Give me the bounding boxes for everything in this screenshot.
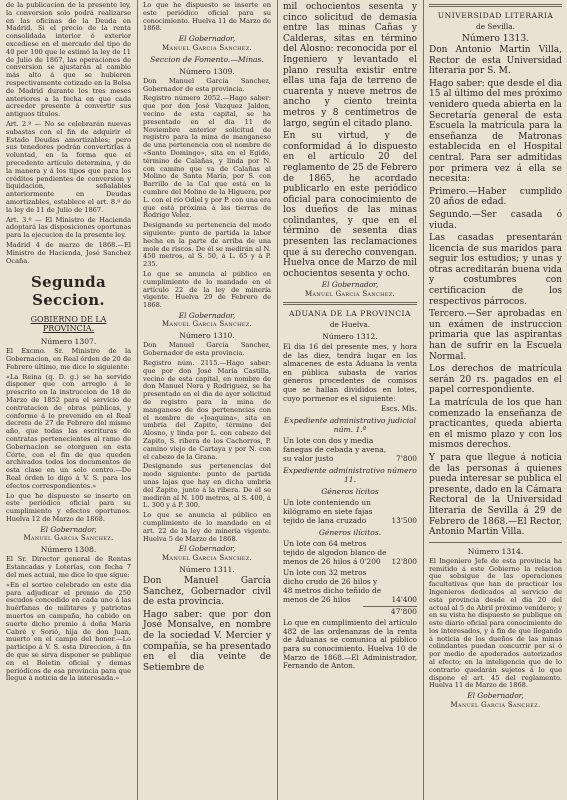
paragraph: Lo que en cumplimiento del artículo 482 de las ordenanzas de la renta de Aduanas se comunica al público para su conocimiento. Huelva 10 de Marzo de 1868.—El Administrador, Fernando de Anton.: [283, 618, 417, 671]
section-subtitle: GOBIERNO DE LA PROVINCIA.: [30, 315, 107, 334]
entry-number: Número 1314.: [467, 546, 524, 556]
lot-price: 7'800: [396, 454, 417, 464]
paragraph: Designando su pertenencia del modo siguiente: punto de partida la labor hecha en la parte de arriba de una mole de riscos. De él se medirán al N. 450 metros, al S. 50, á L. 65 y á P. 235.: [143, 221, 271, 269]
paragraph: Art. 3.º — El Ministro de Hacienda adoptará las disposiciones oportunas para la ejecucion de la presente ley.: [6, 215, 131, 240]
signature-title: El Gobernador,: [178, 544, 236, 554]
separator-rule: [429, 4, 562, 7]
lot-description: Un lote conteniendo un kilógramo en siete fajas tejido de lana cruzado: [283, 498, 373, 526]
lot-description: Un lote con 32 metros dicho crudo de 26 hilos y 48 metros dicho teñido de menos de 26 hilos: [283, 568, 382, 605]
lot-row: [283, 436, 417, 463]
paragraph: Hago saber: que por don José Monsalve, en nombre de la sociedad V. Mercier y compañía, se ha presentado en el dia veinte de Setiembre de: [143, 609, 272, 673]
office-subtitle: de Huelva.: [329, 320, 371, 330]
entry-number: Número 1312.: [322, 332, 378, 342]
signature-title: El Gobernador,: [321, 280, 379, 290]
subheading: Géneros ilícitos.: [318, 528, 382, 538]
currency-heading: Escs. Mls.: [381, 405, 417, 414]
section-title: Segunda Seccion.: [31, 273, 106, 310]
entry-number: Número 1313.: [461, 33, 530, 44]
paragraph: «En el sorteo celebrado en este dia para adjudicar el premio de 250 escudos concedido en cada uno á las huérfanas de militares y patriotas muertos en campaña, ha cabido en suerte dicho premio á doña María Cabré y Sorió, hija de don Juan, muerto en el campo del honor.—Lo participo á V. S. esta Direccion, á fin de que se sirva disponer se publique en el Boletin oficial y demas periódicos de esa provincia para que llegue á noticia de la interesada.»: [6, 580, 131, 683]
paragraph: El Excmo. Sr. Ministro de la Gobernacion, en Real órden de 20 de Febrero último, me dice lo siguiente:: [6, 347, 131, 371]
total-price: 47'800: [363, 606, 417, 616]
signature-name: Manuel Garcia Sanchez.: [161, 43, 253, 52]
signature-name: Manuel Garcia Sanchez.: [23, 534, 114, 543]
signature-name: Manuel Garcia Sanchez.: [161, 554, 253, 562]
paragraph: Lo que he dispuesto se inserte en este periódico oficial para su conocimiento. Huelva 11 de Marzo de 1868.: [143, 1, 271, 33]
lot-description: Un lote con 64 metros tejido de algodon blanco de menos de 26 hilos á 0'200: [283, 539, 387, 567]
column-4: [426, 0, 565, 800]
paragraph: El Sr. Director general de Rentas Estancadas y Loterías, con fecha 7 del mes actual, me dice lo que sigue:: [6, 555, 131, 580]
signature-name: Manuel Garcia Sanchez.: [161, 320, 253, 329]
paragraph: Lo que he dispuesto se inserte en este periódico oficial para su cumplimiento y efectos oportunos. Huelva 12 de Marzo de 1868.: [6, 491, 131, 524]
paragraph: Madrid 4 de marzo de 1868.—El Ministro de Hacienda, José Sanchez Ocaña.: [6, 240, 131, 265]
paragraph: Tercero.—Ser aprobadas en un exámen de instruccion primaria que las aspirantas han de sufrir en la Escuela Normal.: [429, 309, 562, 362]
column-divider: [423, 0, 424, 800]
column-1: [3, 0, 134, 800]
office-title: UNIVERSIDAD LITERARIA: [437, 11, 554, 20]
signature-title: El Gobernador,: [467, 691, 524, 701]
section-heading: Seccion de Fomento.—Minas.: [150, 54, 264, 64]
paragraph: La matrícula de los que han comenzado la enseñanza de practicantes, queda abierta en el mismo plazo y con los mismos derechos.: [429, 398, 562, 451]
paragraph: Segundo.—Ser casada ó viuda.: [429, 209, 562, 231]
paragraph: mil ochocientos sesenta y cinco solicitud de demasía entre las minas Cañas y Calderas, sitas en término del Alosno: reconocida por el Ingeniero y levantado el plano resulta existir entre ellas una faja de terreno de cuarenta y nueve metros de ancho y ciento treinta metros y 8 centímetros de largo, según el citado plano.: [283, 2, 417, 129]
separator-rule: [429, 542, 562, 543]
entry-number: Número 1310.: [179, 331, 235, 341]
column-2: [140, 0, 274, 800]
lot-price: 14'400: [391, 595, 417, 605]
lot-row: [283, 568, 417, 604]
entry-number: Número 1311.: [179, 565, 235, 574]
paragraph: En su virtud, y de conformidad á lo dispuesto en el artículo 20 del reglamento de 25 de Febrero de 1865, he acordado publicarlo en este periódico oficial para conocimiento de los dueños de las minas colindantes, y que en el término de sesenta dias presenten las reclamaciones que á su derecho convengan. Huelva once de Marzo de mil ochocientos sesenta y ocho.: [283, 131, 417, 279]
office-subtitle: de Sevilla.: [476, 22, 515, 31]
lot-row: [283, 539, 417, 566]
paragraph: de la publicacion de la presente ley, la conversion solo podrá realizarse en las oficinas de la Deuda en Madrid. Si el precio de la renta consolidada interior ó exterior excediese en el mercado del tipo de 40 por 100 que le estimó la ley de 11 de Julio de 1867, las operaciones de conversion se ajustarán al cambio más alto á que se hubieren respectivamente cotizado en la Bolsa de Madrid durante los tres meses anteriores a la fecha en que cada acreedor presente á convertir sus antiguos títulos.: [6, 1, 131, 119]
lot-row: [283, 498, 417, 525]
lot-price: 13'500: [391, 516, 417, 526]
paragraph: Don Manuel García Sanchez, Gobernador de esta provincia.: [143, 76, 271, 93]
signature-name: Manuel Garcia Sanchez.: [450, 700, 541, 709]
paragraph: El dia 16 del presente mes, y hora de las diez, tendrá lugar en los almacenes de esta Aduana la venta en pública subasta de varios géneros procedentes de comisos que se hallan divididos en lotes, cuyo pormenor es el siguiente:: [283, 342, 417, 403]
entry-number: Número 1308.: [40, 545, 97, 555]
separator-rule: [283, 302, 417, 305]
paragraph: Don Antonio Martin Villa, Rector de esta Universidad literaria por S. M.: [429, 45, 562, 77]
paragraph: Lo que se anuncia al público en cumplimiento de lo mandado en el art. 22 de la ley de minería vigente. Huelva 5 de Marzo de 1868.: [143, 511, 271, 543]
lot-description: Un lote con dos y media fanegas de cebada y avena, su valor justo: [283, 436, 387, 464]
paragraph: Las casadas presentarán licencia de sus maridos para seguir los estudios; y unas y otras acreditarán buena vida y costumbres con certificacion de los respectivos párrocos.: [429, 233, 562, 307]
signature-title: El Gobernador,: [178, 34, 236, 44]
signature-name: Manuel Garcia Sanchez.: [304, 290, 396, 299]
subheading: Expediente administrativo judicial núm. 1.º: [283, 416, 417, 435]
entry-number: Número 1309.: [179, 66, 235, 76]
entry-number: Número 1307.: [40, 337, 97, 347]
paragraph: Don Manuel García Sanchez, Gobernador de esta provincia.: [143, 341, 271, 358]
lot-price: 12'800: [391, 557, 417, 567]
paragraph: El Ingeniero Jefe de esta provincia ha remitido á este Gobierno la relacion que sobsigue de las operaciones facultativas que han de practicar los Ingenieros dedicados al servicio de esta provincia desde el dia 20 del actual al 5 de Abril próximo venidero; y en su vista he dispuesto se publique en este diario oficial para conocimiento de los interesados, y á fin de que llegando á noticia de los dueños de las minas colindantes puedan concurrir por sí ó por medio de apoderados autorizados al efecto; en la inteligencia que de lo contrario quedarán sujetos á lo que dispone el art. 45 del reglamento. Huelva 11 de Marzo de 1868.: [429, 556, 562, 690]
paragraph: «La Reina (q. D. g.) se ha servido disponer que con arreglo á le prescrito en la instruccion de 18 de Marzo de 1852 para el servicio de contratacion de obras públicas, y conforme á lo prevenido en el Real decreto de 27 de Febrero del mismo año, que todas las escrituras de contratas pertenecientes al ramo de Gobernacion se otorguen en esta Córte, con el fin de que queden archivados todos los documentos de esta clase en un solo centro.—De Real órden lo digo á V. S. para los efectos correspondientes.»: [6, 372, 131, 490]
subheading: Expediente administrativo número 11.: [283, 466, 417, 485]
signature-title: El Gobernador,: [40, 524, 97, 534]
subheading: Géneros lícitos: [321, 487, 379, 497]
paragraph: Don Manuel García Sanchez, Gobernador civil de esta provincia.: [143, 576, 271, 608]
column-3: [280, 0, 420, 800]
column-divider: [277, 0, 278, 800]
paragraph: Y para que llegue á noticia de las personas á quienes pueda interesar se publica el presente, dado en la Cámara Rectoral de la Universidad literaria de Sevilla á 29 de Febrero de 1868.—El Rector, Antonio Martin Villa.: [429, 452, 562, 538]
paragraph: Registro núm. 2115.—Hago saber: que por don José María Castilla, vecino de esta capital, en nombre de don Manuel Nora y Rodriguez, se ha presentado en el dia de ayer solicitud de registro para la mina de manganeso de dos pertenencias con el nombre de «Joaquina», sita en umbría del Zapito, término del Alosno, y linda por L. con cabezo del Zapito, S. ribera de los Cachorros, P. camino viejo de Cartaya y por N. con el cabezo de la Grana.: [143, 359, 271, 461]
paragraph: Lo que se anuncia al público en cumplimiento de lo mandado en el artículo 22 de la ley de minería vigente. Huelva 29 de Febrero de 1868.: [143, 269, 271, 310]
paragraph: Primero.—Haber cumplido 20 años de edad.: [429, 186, 562, 208]
paragraph: Art. 2.º — No se celebrarán nuevas subastas con el fin de adquirir el Estado Deudas amortizables; pero sus tenedores podrán convertirlas á voluntad, en la forma que el precedente artículo determina, y de la manera y á los tipos que para los créditos pendientes de conversion y liquidacion, señalables anteriormente en Deudas amortizables, establece el art. 8.º de la ley de 11 de Julio de 1867.: [6, 119, 131, 214]
paragraph: Registro número 2052.—Hago saber: que por don José Vazquez Jaldon, vecino de esta capital, se ha presentado en el dia 11 de Noviembre anterior solicitud de registro para la mina de manganeso de una pertenencia con el nombre de «Santo Domingo», sita en el Egido, término de Calañas, y linda por N. con camino que va de Calañas al Molino de Santa María, por S. con Barrillo de la Cal que está en la cumbre del Molino de la Higuera, por L. con el río Odiel y por P. con una era que está próxima á las tierras de Rodrigo Velez.: [143, 94, 271, 220]
paragraph: Los derechos de matrícula serán 20 rs. pagados en el papel correspondiente.: [429, 364, 562, 396]
column-divider: [137, 0, 138, 800]
paragraph: Hago saber: que desde el dia 15 al último del mes próximo venidero queda abierta en la Secretaría general de esta Escuela la matrícula para la enseñanza de Matronas establecida en el Hospital central. Para ser admitidas por primera vez á ella se necesita:: [429, 78, 562, 185]
signature-title: El Gobernador,: [178, 310, 236, 320]
office-title: ADUANA DE LA PROVINCIA: [288, 309, 412, 319]
paragraph: Designando sus pertenencias del modo siguiente: punto de partida unas lajas que hay en dicha umbría del Zapito, junto á la ribera. De él se medirán al N. 100 metros, al S. 400, á L. 300 y á P. 300.: [143, 462, 271, 510]
